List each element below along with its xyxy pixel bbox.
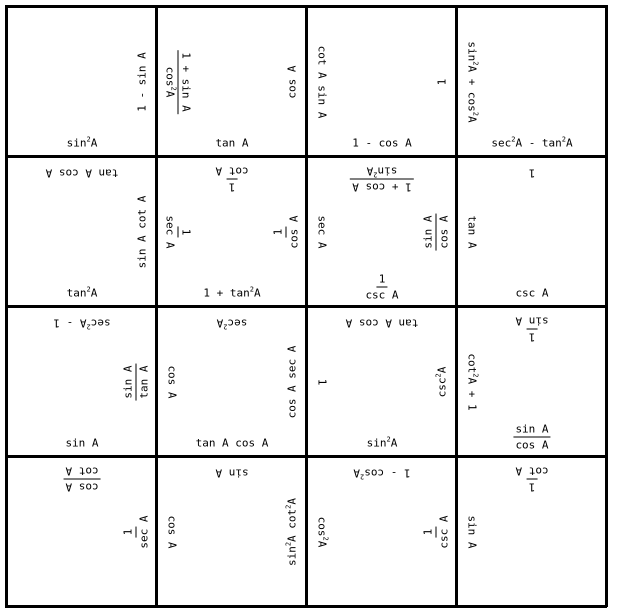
edge-fraction-left	[164, 213, 193, 250]
puzzle-grid	[6, 6, 606, 606]
edge-label-left: cos A	[165, 365, 179, 399]
fraction-denominator: csc A	[437, 515, 451, 549]
edge-fraction-top	[350, 165, 414, 194]
edge-label-top: sin A	[215, 466, 249, 480]
edge-label-top: tan A cos A	[345, 316, 419, 330]
puzzle-piece	[156, 456, 306, 606]
edge-label-bottom: tan A	[215, 136, 249, 150]
edge-label-right: cos A	[285, 65, 299, 99]
fraction-numerator: 1	[228, 180, 236, 194]
fraction-numerator: 1 + cos A	[352, 180, 412, 194]
fraction-numerator: 1	[179, 228, 193, 236]
fraction-denominator: sec A	[163, 215, 177, 249]
fraction-numerator: 1	[421, 528, 435, 536]
puzzle-piece	[456, 456, 606, 606]
edge-label-left: sec A	[315, 215, 329, 249]
edge-label-left: $\cos^2A$	[315, 516, 330, 548]
edge-fraction-right	[422, 513, 451, 550]
grid-line-vertical	[455, 5, 458, 607]
edge-fraction-top	[213, 165, 250, 194]
edge-label-right: $\csc^2A$	[434, 366, 449, 398]
fraction-denominator: sin A	[515, 314, 549, 328]
edge-fraction-top	[513, 465, 550, 494]
edge-fraction-bottom	[363, 273, 400, 302]
fraction-numerator: sin A	[515, 422, 549, 436]
edge-label-left: cos A	[165, 515, 179, 549]
edge-label-right: $\sin^2A$ $\cot^2A$	[284, 497, 299, 567]
edge-label-top: $\sec^2A$	[216, 316, 248, 331]
fraction-denominator: sec A	[137, 515, 151, 549]
fraction-denominator: tan A	[137, 365, 151, 399]
fraction-denominator: $\cos^2A$	[163, 66, 178, 98]
edge-label-bottom: $\tan^2A$	[66, 285, 98, 300]
edge-label-right: sin A cot A	[135, 195, 149, 269]
grid-line-horizontal	[5, 305, 607, 308]
edge-fraction-right	[272, 213, 301, 250]
puzzle-piece	[456, 306, 606, 456]
edge-label-bottom: $\sec^2A - \tan^2A$	[491, 135, 573, 150]
edge-fraction-right	[122, 363, 151, 400]
puzzle-piece	[456, 156, 606, 306]
edge-label-bottom: sin A	[65, 436, 99, 450]
fraction-denominator: cot A	[215, 164, 249, 178]
puzzle-piece	[306, 306, 456, 456]
edge-label-bottom: $1 + \tan^2A$	[203, 285, 261, 300]
edge-label-top: tan A cos A	[45, 166, 119, 180]
fraction-denominator: csc A	[365, 288, 399, 302]
fraction-numerator: cos A	[65, 480, 99, 494]
edge-label-right: cos A sec A	[285, 345, 299, 419]
puzzle-piece	[306, 156, 456, 306]
edge-label-top: 1	[528, 166, 536, 180]
fraction-denominator: cot A	[65, 464, 99, 478]
fraction-numerator: 1 + sin A	[179, 52, 193, 112]
fraction-numerator: 1	[121, 528, 135, 536]
puzzle-piece	[156, 306, 306, 456]
fraction-numerator: 1	[271, 228, 285, 236]
edge-label-bottom: $\sin^2A$	[66, 135, 98, 150]
grid-line-vertical	[605, 5, 608, 607]
edge-label-left: cot A sin A	[315, 45, 329, 119]
edge-label-top: $1 - \cos^2A$	[353, 466, 411, 481]
edge-label-bottom: $\sin^2A$	[366, 435, 398, 450]
fraction-denominator: cos A	[437, 215, 451, 249]
edge-label-right: 1	[435, 78, 449, 86]
edge-label-bottom: csc A	[515, 286, 549, 300]
edge-label-left: tan A	[465, 215, 479, 249]
edge-fraction-bottom	[513, 423, 550, 452]
edge-label-bottom: tan A cos A	[195, 436, 269, 450]
edge-label-top: $\sec^2A - 1$	[53, 316, 111, 331]
fraction-numerator: sin A	[421, 215, 435, 249]
fraction-numerator: 1	[528, 480, 536, 494]
fraction-denominator: cot A	[515, 464, 549, 478]
edge-fraction-left	[164, 50, 193, 114]
puzzle-piece	[6, 456, 156, 606]
grid-line-horizontal	[5, 455, 607, 458]
fraction-numerator: 1	[378, 272, 386, 286]
edge-fraction-top	[63, 465, 100, 494]
edge-label-left: sin A	[465, 515, 479, 549]
fraction-numerator: 1	[528, 330, 536, 344]
edge-label-right: 1 - sin A	[135, 52, 149, 112]
edge-fraction-top	[513, 315, 550, 344]
edge-fraction-right	[422, 213, 451, 250]
fraction-numerator: sin A	[121, 365, 135, 399]
fraction-denominator: $\sin^2A$	[366, 164, 398, 179]
edge-label-bottom: 1 - cos A	[352, 136, 412, 150]
puzzle-piece	[6, 306, 156, 456]
fraction-denominator: cos A	[515, 438, 549, 452]
edge-label-left: $\sin^2A + \cos^2A$	[465, 41, 480, 123]
puzzle-piece	[156, 6, 306, 156]
puzzle-piece	[456, 6, 606, 156]
fraction-denominator: cos A	[287, 215, 301, 249]
puzzle-piece	[6, 6, 156, 156]
puzzle-piece	[6, 156, 156, 306]
puzzle-piece	[306, 6, 456, 156]
edge-label-left: $\cot^2A + 1$	[465, 353, 480, 411]
edge-fraction-right	[122, 513, 151, 550]
edge-label-left: 1	[315, 378, 329, 386]
puzzle-piece	[156, 156, 306, 306]
grid-line-horizontal	[5, 605, 607, 608]
puzzle-piece	[306, 456, 456, 606]
